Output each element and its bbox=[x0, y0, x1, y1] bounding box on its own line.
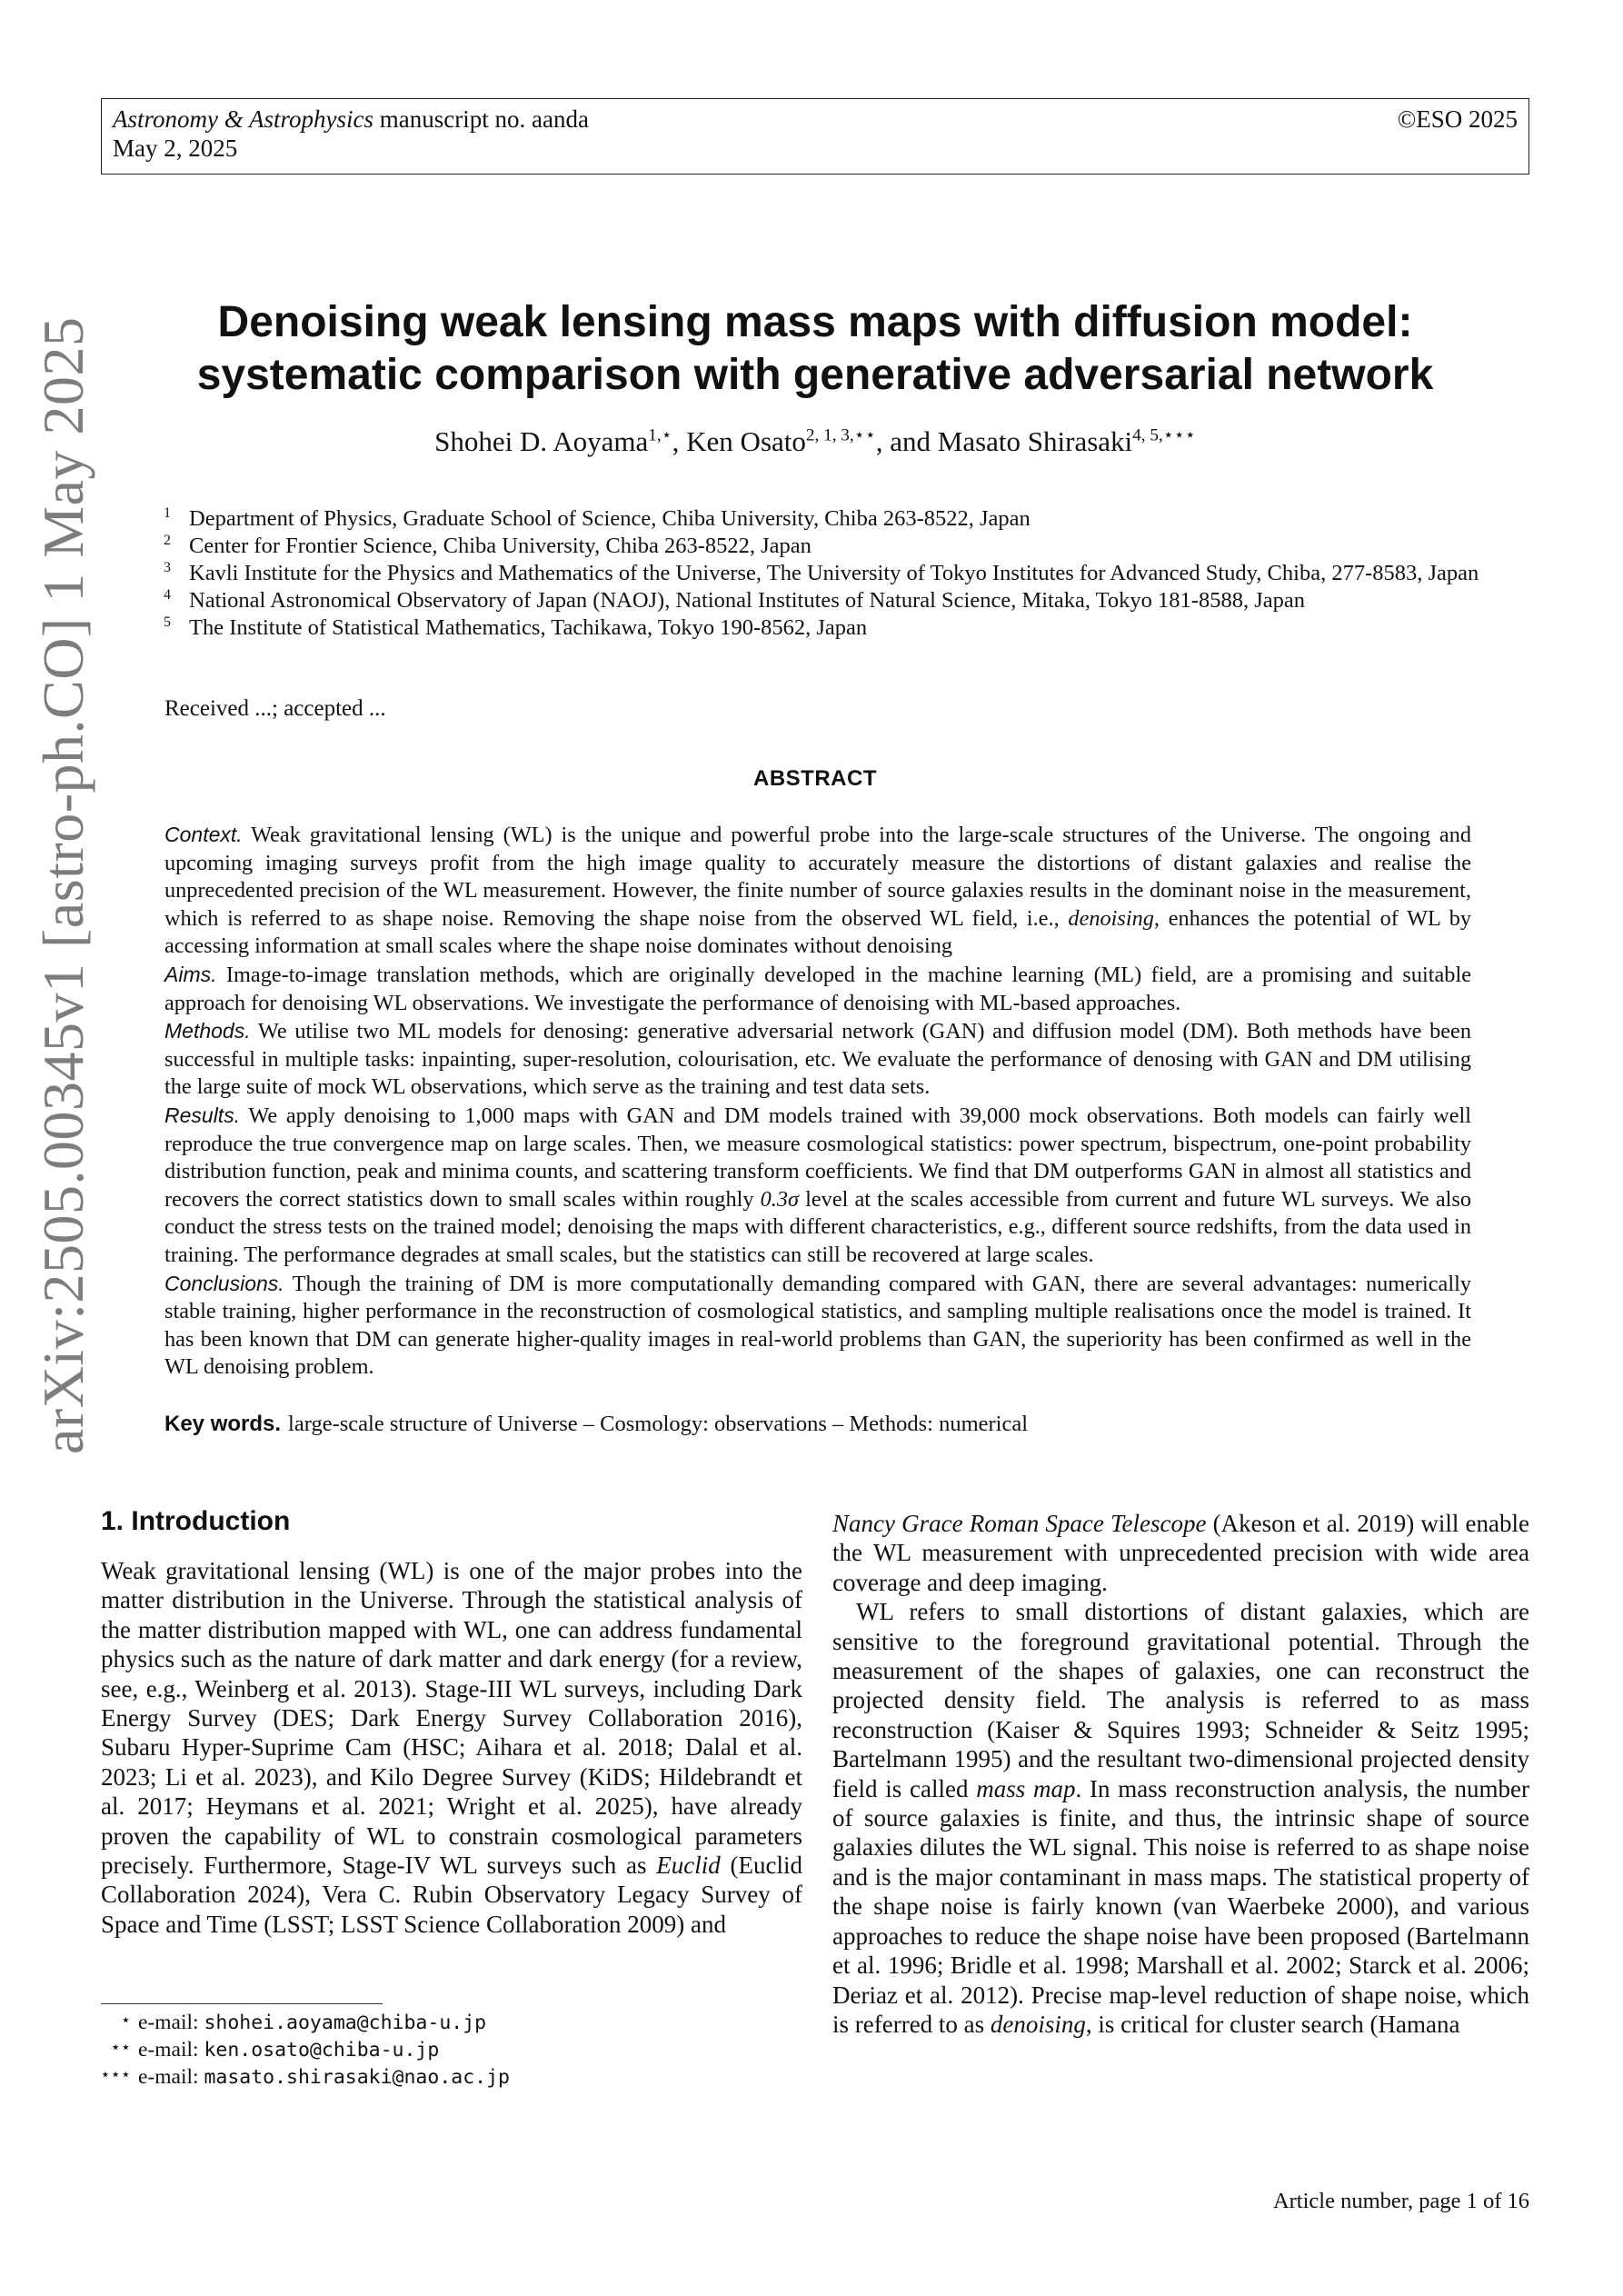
email-link[interactable]: ken.osato@chiba-u.jp bbox=[204, 2039, 440, 2061]
context-emphasis: denoising bbox=[1068, 905, 1154, 931]
received-line: Received ...; accepted ... bbox=[164, 696, 386, 721]
footnote-star: ⋆ bbox=[120, 2011, 131, 2029]
footnote bbox=[91, 2010, 510, 2037]
affiliation bbox=[164, 614, 1490, 642]
footnote-label: e-mail: bbox=[138, 2011, 199, 2034]
page-footer: Article number, page 1 of 16 bbox=[1272, 2189, 1529, 2213]
footnote-label: e-mail: bbox=[138, 2038, 199, 2061]
copyright: ©ESO 2025 bbox=[1397, 105, 1518, 133]
abstract-conclusions bbox=[164, 1270, 1471, 1382]
intro-text: Weak gravitational lensing (WL) is one of the major probes into the matter distribution in the Universe. Through the statistical analysis of the matter distribution mapped with WL, one can address fundamental physics such as the nature of dark matter and dark energy (for a review, see, e.g., Weinberg et al. 2013). Stage-III WL surveys, including Dark Energy Survey (DES; Dark Energy Survey Collaboration 2016), Subaru Hyper-Suprime Cam (HSC; Aihara et al. 2018; Dalal et al. 2023; Li et al. 2023), and Kilo Degree Survey (KiDS; Hildebrandt et al. 2017; Heymans et al. 2021; Wright et al. 2025), have already proven the capability of WL to constrain cosmological parameters precisely. Furthermore, Stage-IV WL surveys such as bbox=[101, 1557, 802, 1880]
intro-text: (Akeson et al. 2019) will enable the WL measurement with unprecedented precision with wide area coverage and deep imaging. bbox=[832, 1510, 1529, 1596]
author-affil-marks: 4, 5,⋆⋆⋆ bbox=[1132, 425, 1196, 445]
author-name: Masato Shirasaki bbox=[937, 425, 1133, 457]
footnote-rule bbox=[101, 2003, 383, 2004]
author-affil-marks: 2, 1, 3,⋆⋆ bbox=[805, 425, 876, 445]
section-heading: 1. Introduction bbox=[101, 1506, 291, 1536]
footnote-mark bbox=[91, 2037, 138, 2064]
author-name: Ken Osato bbox=[686, 425, 806, 457]
affiliation-text: Center for Frontier Science, Chiba University, Chiba 263-8522, Japan bbox=[189, 534, 812, 558]
affiliation-number: 2 bbox=[164, 533, 171, 548]
author-name: Shohei D. Aoyama bbox=[434, 425, 649, 457]
email-link[interactable]: shohei.aoyama@chiba-u.jp bbox=[204, 2011, 487, 2034]
footnote-label: e-mail: bbox=[138, 2065, 199, 2089]
author-separator: , and bbox=[875, 425, 938, 457]
abstract-heading: ABSTRACT bbox=[753, 766, 877, 791]
affiliation-number: 4 bbox=[164, 587, 171, 603]
left-column bbox=[101, 1556, 802, 1939]
affiliation-number: 3 bbox=[164, 560, 171, 575]
results-text: We apply denoising to 1,000 maps with GAN and DM models trained with 39,000 mock observations. Both models can fairly well reproduce the true convergence map on large scales. Then, we measure cosmological statistics: power spectrum, bispectrum, one-point probability distribution function, peak and minima counts, and scattering transform coefficients. We find that DM outperforms GAN in almost all statistics and recovers the correct statistics down to small scales within roughly bbox=[164, 1103, 1471, 1212]
intro-text-end: , is critical for cluster search (Hamana bbox=[1085, 2010, 1460, 2038]
intro-paragraph-continued bbox=[832, 1509, 1529, 1597]
abstract-aims bbox=[164, 961, 1471, 1017]
right-column bbox=[832, 1509, 1529, 2039]
conclusions-label: Conclusions. bbox=[164, 1271, 284, 1295]
sigma-value: 0.3σ bbox=[760, 1186, 799, 1212]
affiliation-text: National Astronomical Observatory of Japan (NAOJ), National Institutes of Natural Science, Mitaka, Tokyo 181-8588, Japan bbox=[189, 588, 1305, 613]
keywords-text: large-scale structure of Universe – Cosmology: observations – Methods: numerical bbox=[288, 1412, 1029, 1436]
context-text-end: , enhances the potential of WL by accessing information at small scales where the shape noise dominates without denoising bbox=[164, 905, 1471, 959]
intro-paragraph bbox=[832, 1597, 1529, 2039]
conclusions-text: Though the training of DM is more computationally demanding compared with GAN, there are several advantages: numerically stable training, higher performance in the reconstruction of cosmological statistics, and sampling multiple realisations once the model is trained. It has been known that DM can generate higher-quality images in real-world problems than GAN, the superiority has been confirmed as well in the WL denoising problem. bbox=[164, 1271, 1471, 1380]
affiliation bbox=[164, 533, 1490, 560]
footnotes bbox=[91, 2010, 510, 2091]
affiliation-list bbox=[164, 505, 1490, 642]
footnote-star: ⋆⋆⋆ bbox=[100, 2065, 131, 2083]
journal-name: Astronomy & Astrophysics bbox=[113, 105, 373, 133]
journal-header bbox=[101, 98, 1529, 175]
affiliation bbox=[164, 587, 1490, 614]
abstract-body bbox=[164, 821, 1471, 1382]
email-link[interactable]: masato.shirasaki@nao.ac.jp bbox=[204, 2066, 510, 2089]
results-text-end: level at the scales accessible from current and future WL surveys. We also conduct the stress tests on the trained model; denoising the maps with different characteristics, e.g., different source redshifts, from the data used in training. The performance degrades at small scales, but the statistics can still be recovered at large scales. bbox=[164, 1186, 1471, 1267]
results-label: Results. bbox=[164, 1103, 241, 1127]
aims-label: Aims. bbox=[164, 962, 217, 986]
affiliation-text: Department of Physics, Graduate School of Science, Chiba University, Chiba 263-8522, Japan bbox=[189, 506, 1031, 531]
context-text: Weak gravitational lensing (WL) is the unique and powerful probe into the large-scale structures of the Universe. The ongoing and upcoming imaging surveys profit from the high image quality to accurately measure the distortions of distant galaxies and realise the unprecedented precision of the WL measurement. However, the finite number of source galaxies results in the dominant noise in the measurement, which is referred to as shape noise. Removing the shape noise from the observed WL field, i.e., bbox=[164, 823, 1471, 931]
arxiv-stamp: arXiv:2505.00345v1 [astro-ph.CO] 1 May 2025 bbox=[31, 316, 95, 1454]
aims-text: Image-to-image translation methods, which are originally developed in the machine learning (ML) field, are a promising and suitable approach for denoising WL observations. We investigate the performance of denoising with ML-based approaches. bbox=[164, 962, 1471, 1015]
affiliation-text: The Institute of Statistical Mathematics, Tachikawa, Tokyo 190-8562, Japan bbox=[189, 615, 868, 640]
affiliation bbox=[164, 560, 1490, 587]
footnote-mark bbox=[91, 2010, 138, 2037]
footnote bbox=[91, 2064, 510, 2091]
footnote bbox=[91, 2037, 510, 2064]
title-line-1: Denoising weak lensing mass maps with diffusion model: bbox=[217, 298, 1413, 346]
abstract-results bbox=[164, 1102, 1471, 1270]
affiliation-number: 1 bbox=[164, 505, 171, 521]
author-list bbox=[101, 424, 1529, 460]
keywords bbox=[164, 1411, 1471, 1438]
title-line-2: systematic comparison with generative adversarial network bbox=[196, 351, 1434, 399]
telescope-name: Nancy Grace Roman Space Telescope bbox=[832, 1510, 1207, 1537]
author-separator: , bbox=[672, 425, 687, 457]
affiliation bbox=[164, 505, 1490, 533]
manuscript-date: May 2, 2025 bbox=[113, 135, 238, 162]
footnote-star: ⋆⋆ bbox=[110, 2038, 131, 2056]
keywords-label: Key words. bbox=[164, 1412, 282, 1436]
intro-text: WL refers to small distortions of distant galaxies, which are sensitive to the foreground gravitational potential. Through the measurement of the shapes of galaxies, one can reconstruct the projected density field. The analysis is referred to as mass reconstruction (Kaiser & Squires 1993; Schneider & Seitz 1995; Bartelmann 1995) and the resultant two-dimensional projected density field is called bbox=[832, 1598, 1529, 1802]
manuscript-number: manuscript no. aanda bbox=[373, 105, 589, 133]
abstract-methods bbox=[164, 1017, 1471, 1102]
methods-text: We utilise two ML models for denosing: generative adversarial network (GAN) and diffusion model (DM). Both methods have been successful in multiple tasks: inpainting, super-resolution, colourisation, etc. We evaluate the performance of denosing with GAN and DM utilising the large suite of mock WL observations, which serve as the training and test data sets. bbox=[164, 1019, 1471, 1100]
intro-text-end: (Euclid Collaboration 2024), Vera C. Rubin Observatory Legacy Survey of Space and Time (LSST; LSST Science Collaboration 2009) and bbox=[101, 1852, 802, 1938]
journal-line bbox=[113, 105, 1519, 134]
methods-label: Methods. bbox=[164, 1019, 251, 1043]
affiliation-text: Kavli Institute for the Physics and Mathematics of the Universe, The University of Tokyo Institutes for Advanced Study, Chiba, 277-8583, Japan bbox=[189, 561, 1479, 585]
abstract-context bbox=[164, 821, 1471, 961]
paper-title bbox=[101, 296, 1529, 402]
intro-text: . In mass reconstruction analysis, the number of source galaxies is finite, and thus, the intrinsic shape of source galaxies dilutes the WL signal. This noise is referred to as shape noise and is the major contaminant in mass maps. The statistical property of the shape noise is fairly known (van Waerbeke 2000), and various approaches to reduce the shape noise have been proposed (Bartelmann et al. 1996; Bridle et al. 1998; Marshall et al. 2002; Starck et al. 2006; Deriaz et al. 2012). Precise map-level reduction of shape noise, which is referred to as bbox=[832, 1774, 1529, 2038]
affiliation-number: 5 bbox=[164, 614, 171, 630]
term-emphasis: mass map bbox=[976, 1774, 1076, 1802]
intro-paragraph bbox=[101, 1556, 802, 1939]
intro-emphasis: Euclid bbox=[656, 1852, 721, 1880]
author-affil-marks: 1,⋆ bbox=[648, 425, 672, 445]
context-label: Context. bbox=[164, 823, 243, 846]
term-emphasis: denoising bbox=[990, 2010, 1086, 2038]
footnote-mark bbox=[91, 2064, 138, 2091]
